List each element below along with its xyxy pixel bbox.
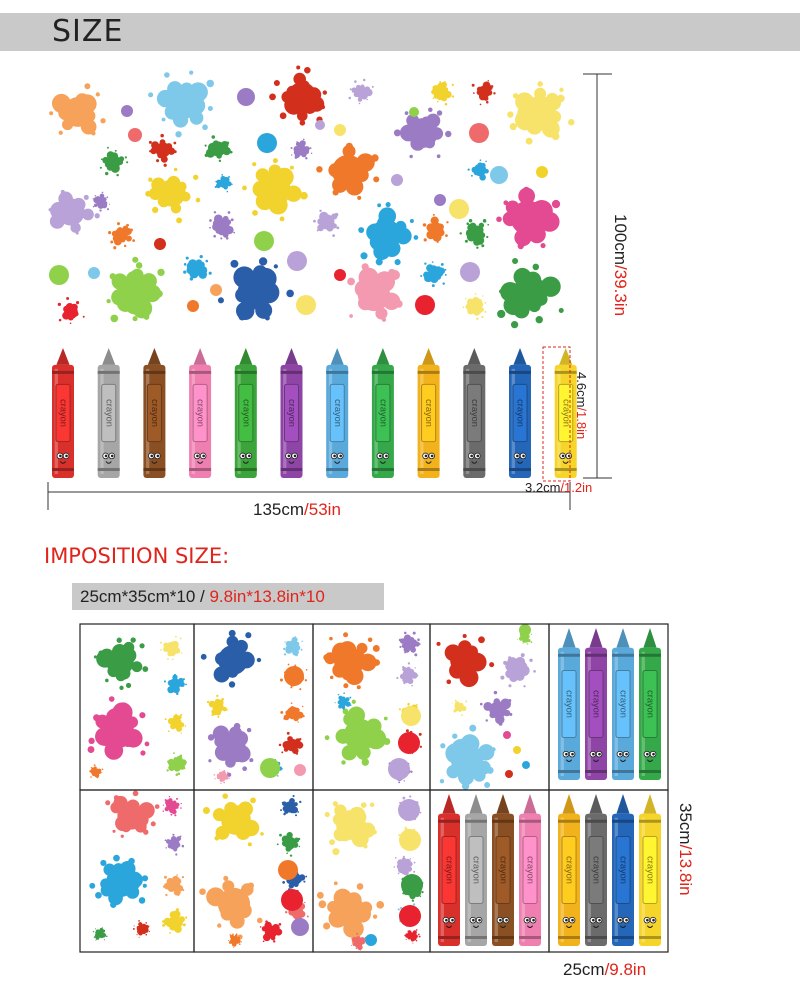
paint-dot bbox=[88, 267, 100, 279]
paint-splat bbox=[93, 927, 108, 940]
paint-splat bbox=[277, 832, 300, 857]
paint-splat bbox=[208, 723, 254, 777]
paint-dot bbox=[415, 295, 435, 315]
paint-dot bbox=[278, 860, 298, 880]
crayon bbox=[509, 348, 531, 478]
paint-dot bbox=[398, 799, 420, 821]
paint-splat bbox=[162, 908, 187, 934]
paint-splat bbox=[100, 147, 128, 177]
paint-splat bbox=[335, 692, 352, 709]
sheet-width-alt: /9.8in bbox=[604, 960, 647, 979]
paint-splat bbox=[88, 696, 150, 760]
crayon bbox=[519, 794, 541, 946]
crayon-label: crayon bbox=[58, 399, 69, 427]
crayon-label: crayon bbox=[287, 399, 298, 427]
overall-width-alt: /53in bbox=[304, 500, 341, 519]
paint-splat bbox=[209, 211, 235, 239]
crayon bbox=[52, 348, 74, 478]
sheet-width-label bbox=[563, 960, 646, 980]
paint-dot bbox=[291, 918, 309, 936]
paint-splat bbox=[94, 637, 148, 690]
paint-dot bbox=[505, 770, 513, 778]
paint-splat bbox=[431, 81, 454, 106]
paint-dot bbox=[121, 105, 133, 117]
crayon-label: crayon bbox=[525, 856, 536, 884]
paint-splat bbox=[160, 636, 182, 660]
paint-splat bbox=[167, 752, 187, 776]
paint-splat bbox=[497, 258, 564, 328]
paint-dot bbox=[398, 732, 420, 754]
paint-splat bbox=[164, 674, 187, 695]
paint-splat bbox=[93, 192, 111, 212]
crayon bbox=[281, 348, 303, 478]
crayon-label: crayon bbox=[591, 856, 602, 884]
paint-splat bbox=[148, 71, 214, 138]
paint-splat bbox=[423, 214, 449, 243]
crayon-label: crayon bbox=[561, 399, 572, 427]
paint-dot bbox=[254, 231, 274, 251]
imposition-spec bbox=[72, 583, 384, 610]
paint-splat bbox=[348, 79, 373, 104]
paint-splat bbox=[399, 632, 421, 657]
paint-splat bbox=[106, 257, 164, 323]
crayon-height-alt: /1.8in bbox=[574, 407, 589, 440]
paint-splat bbox=[163, 796, 182, 816]
crayon-label: crayon bbox=[469, 399, 480, 427]
crayon bbox=[463, 348, 485, 478]
paint-splat bbox=[89, 855, 148, 908]
paint-splat bbox=[89, 764, 103, 778]
paint-splat bbox=[404, 929, 420, 943]
paint-splat bbox=[49, 83, 106, 135]
crayon-label: crayon bbox=[645, 856, 656, 884]
paint-dot bbox=[49, 265, 69, 285]
crayon-label: crayon bbox=[618, 856, 629, 884]
crayon bbox=[235, 348, 257, 478]
sheet-height-alt: /13.8in bbox=[676, 844, 695, 896]
paint-dot bbox=[513, 746, 521, 754]
paint-splat bbox=[420, 261, 447, 287]
paint-dot bbox=[365, 934, 377, 946]
crayon-label: crayon bbox=[498, 856, 509, 884]
paint-dot bbox=[237, 88, 255, 106]
crayon-label: crayon bbox=[471, 856, 482, 884]
crayon-width-alt: /1.2in bbox=[560, 480, 593, 495]
paint-splat bbox=[468, 159, 493, 180]
paint-dot bbox=[296, 295, 316, 315]
crayon-label: crayon bbox=[591, 690, 602, 718]
paint-splat bbox=[496, 187, 560, 250]
paint-dot bbox=[399, 829, 421, 851]
crayon-label: crayon bbox=[618, 690, 629, 718]
sheet-height-label bbox=[675, 803, 695, 896]
paint-splat bbox=[149, 134, 177, 167]
crayon-label: crayon bbox=[645, 690, 656, 718]
paint-dot bbox=[409, 107, 419, 117]
paint-dot bbox=[522, 761, 530, 769]
paint-dot bbox=[334, 124, 346, 136]
paint-splat bbox=[165, 713, 187, 733]
paint-splat bbox=[215, 174, 233, 192]
crayon bbox=[639, 794, 661, 946]
paint-dot bbox=[388, 758, 410, 780]
paint-splat bbox=[145, 168, 200, 224]
crayon bbox=[98, 348, 120, 478]
paint-splat bbox=[49, 190, 100, 235]
crayon-label: crayon bbox=[424, 399, 435, 427]
paint-dot bbox=[460, 262, 480, 282]
paint-splat bbox=[358, 202, 418, 266]
paint-splat bbox=[316, 143, 379, 200]
crayon-label: crayon bbox=[378, 399, 389, 427]
crayon bbox=[612, 628, 634, 780]
paint-splat bbox=[396, 662, 418, 686]
paint-dot bbox=[257, 133, 277, 153]
imposition-spec-main: 25cm*35cm*10 / bbox=[80, 587, 210, 606]
paint-splat bbox=[108, 222, 135, 249]
crayon bbox=[639, 628, 661, 780]
crayon bbox=[612, 794, 634, 946]
paint-splat bbox=[472, 80, 496, 105]
paint-splat bbox=[183, 255, 212, 281]
crayon bbox=[143, 348, 165, 478]
crayon-label: crayon bbox=[564, 690, 575, 718]
crayon-label: crayon bbox=[149, 399, 160, 427]
paint-splat bbox=[199, 876, 262, 940]
paint-dot bbox=[294, 764, 306, 776]
crayon bbox=[492, 794, 514, 946]
paint-splat bbox=[440, 725, 496, 790]
paint-dot bbox=[490, 166, 508, 184]
crayon bbox=[418, 348, 440, 478]
paint-splat bbox=[201, 630, 261, 688]
paint-splat bbox=[323, 632, 380, 689]
paint-dot bbox=[284, 666, 304, 686]
paint-splat bbox=[242, 158, 308, 221]
paint-dot bbox=[503, 731, 511, 739]
overall-width-value: 135cm bbox=[253, 500, 305, 519]
paint-splat bbox=[133, 920, 150, 938]
paint-splat bbox=[260, 920, 282, 942]
paint-dot bbox=[315, 120, 325, 130]
paint-splat bbox=[436, 634, 494, 687]
paint-dot bbox=[128, 128, 142, 142]
paint-splat bbox=[205, 135, 233, 162]
crayon-label: crayon bbox=[332, 399, 343, 427]
paint-dot bbox=[536, 166, 548, 178]
paint-splat bbox=[218, 257, 294, 320]
size-title: SIZE bbox=[52, 14, 124, 49]
crayon-label: crayon bbox=[241, 399, 252, 427]
paint-dot bbox=[449, 199, 469, 219]
paint-splat bbox=[58, 297, 85, 324]
crayon-label: crayon bbox=[515, 399, 526, 427]
paint-splat bbox=[452, 700, 467, 716]
paint-splat bbox=[325, 700, 391, 766]
paint-splat bbox=[165, 834, 185, 856]
paint-splat bbox=[280, 795, 301, 816]
paint-splat bbox=[500, 653, 536, 687]
sheet-height-value: 35cm bbox=[676, 803, 695, 845]
imposition-title: IMPOSITION SIZE: bbox=[44, 544, 230, 568]
imposition-spec-alt: 9.8in*13.8in*10 bbox=[209, 587, 325, 606]
paint-splat bbox=[394, 107, 452, 158]
paint-dot bbox=[334, 269, 346, 281]
overall-height-label bbox=[610, 214, 630, 316]
overall-height-alt: /39.3in bbox=[611, 265, 630, 317]
paint-dot bbox=[434, 194, 446, 206]
crayon-label: crayon bbox=[104, 399, 115, 427]
crayon bbox=[189, 348, 211, 478]
crayon-width-label bbox=[525, 480, 592, 495]
paint-splat bbox=[317, 881, 384, 944]
paint-dot bbox=[469, 123, 489, 143]
paint-dot bbox=[391, 174, 403, 186]
paint-splat bbox=[480, 691, 512, 726]
crayon bbox=[585, 628, 607, 780]
paint-splat bbox=[279, 732, 304, 755]
paint-splat bbox=[459, 219, 489, 249]
paint-splat bbox=[163, 874, 184, 896]
paint-splat bbox=[105, 791, 159, 838]
paint-splat bbox=[463, 293, 487, 320]
paint-splat bbox=[291, 139, 313, 160]
paint-dot bbox=[401, 706, 421, 726]
crayon-label: crayon bbox=[195, 399, 206, 427]
paint-dot bbox=[399, 905, 421, 927]
paint-splat bbox=[507, 81, 574, 144]
paint-splat bbox=[207, 695, 228, 718]
sheet-width-value: 25cm bbox=[563, 960, 605, 979]
crayon bbox=[558, 628, 580, 780]
crayon-label: crayon bbox=[444, 856, 455, 884]
paint-splat bbox=[313, 210, 339, 237]
paint-dot bbox=[281, 889, 303, 911]
crayon-height-label bbox=[574, 372, 589, 439]
paint-splat bbox=[283, 636, 303, 656]
paint-splat bbox=[214, 769, 230, 784]
paint-dot bbox=[210, 284, 222, 296]
paint-dot bbox=[401, 874, 423, 896]
paint-dot bbox=[287, 251, 307, 271]
crayon bbox=[558, 794, 580, 946]
crayon bbox=[326, 348, 348, 478]
crayon-width-value: 3.2cm bbox=[525, 480, 561, 495]
crayon bbox=[438, 794, 460, 946]
paint-dot bbox=[519, 624, 531, 636]
crayon-height-value: 4.6cm bbox=[574, 372, 589, 408]
crayon-label: crayon bbox=[564, 856, 575, 884]
paint-dot bbox=[260, 758, 280, 778]
crayon bbox=[465, 794, 487, 946]
crayon bbox=[372, 348, 394, 478]
overall-height-value: 100cm bbox=[611, 214, 630, 266]
paint-splat bbox=[203, 793, 264, 846]
paint-splat bbox=[269, 65, 327, 125]
paint-dot bbox=[187, 300, 199, 312]
paint-splat bbox=[325, 801, 377, 855]
paint-splat bbox=[280, 702, 304, 722]
paint-dot bbox=[390, 270, 400, 280]
crayon bbox=[585, 794, 607, 946]
paint-dot bbox=[154, 238, 166, 250]
overall-width-label bbox=[253, 500, 341, 520]
